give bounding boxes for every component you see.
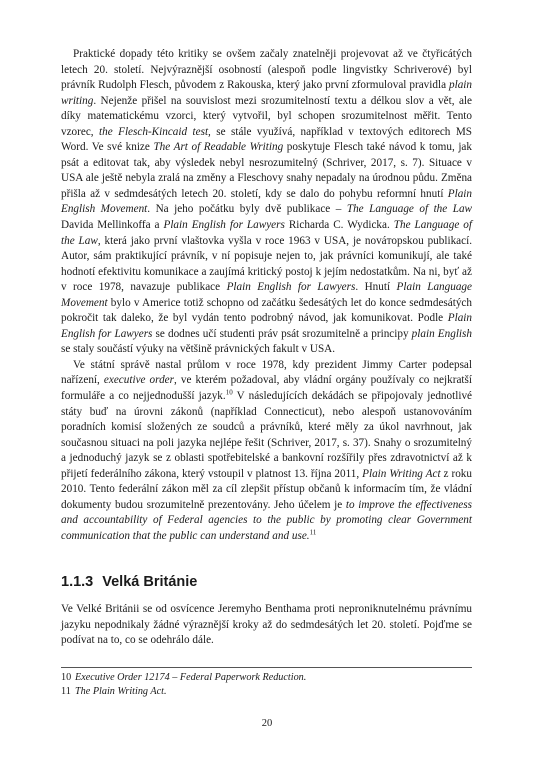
text-run: se staly součástí výuky na většině právnických fakult v USA. [61,343,336,356]
text-run: , ve kterém požadoval, aby vládní orgány používaly co nejkratší formuláře a co nejjednodušší jazyk. [61,374,472,403]
footnote-text: Executive Order 12174 – Federal Paperwork Reduction. [75,672,307,683]
italic-run: The Language of the Law [61,219,472,247]
text-run: z roku 2010. Tento federální zákon měl za cíl zlepšit přístup občanů k informacím tím, že vládní dokumenty budou srozumitelně prezentovány. Jeho účelem je [61,467,472,511]
text-run: Praktické dopady této kritiky se ovšem začaly znatelněji projevovat až ve čtyřicátých letech 20. století. Nejvýraznější osobností (alespoň podle lingvistky Schriverové) byl právník Rudolph Flesch, původem z Rakouska, který jako první zformuloval pravidla [61,48,472,92]
italic-run: plain English [411,327,472,340]
text-run: , která jako první vlaštovka vyšla v roce 1963 v USA, je nováторskou publikací. Autor, sám praktikující právník, v ní popisuje nejen to, jak právníci komunikují, ale také hodnotí efektivitu komunikace a zaujímá kritický postoj k jejím nedostatkům. Na ni, byť až v roce 1978, navazuje publikace [61,234,472,294]
footnote-divider [61,667,472,668]
italic-run: The Language of the Law [346,203,472,216]
paragraph-2 [61,358,472,545]
paragraph-3: Ve Velké Británii se od osvícence Jeremyho Benthama proti neproniknutelnému právnímu jazyku nepodnikaly žádné výraznější kroky až do sedmdesátých let 20. století. Pojďme se podívat na to, co se odehrálo dále. [61,603,472,647]
text-run: se dodnes učí studenti práv psát srozumitelně a principy [152,327,412,340]
footnotes [61,671,306,699]
italic-run: Plain English for Lawyers [226,281,356,294]
italic-run: to improve the effectiveness and accountability of Federal agencies to the public by promoting clear Government communication that the public can understand and use. [61,498,472,542]
footnote-number: 10 [61,672,72,683]
page-number: 20 [261,718,273,729]
body-text [61,47,472,545]
footnote-number: 11 [61,686,71,697]
section-heading [61,574,206,590]
italic-run: Plain English Movement [61,187,472,216]
italic-run: executive order [103,374,175,387]
text-run: V následujících dekádách se připojovaly jednotlivé státy buď na úrovni zákonů (například Connecticut), nebo alespoň ustanovováním poradních komisí složených ze soudců a právníků, které měly za úkol navrhnout, jak současnou situaci na poli jazyka nejlépe řešit (Schriver, 2017, s. 37). Snahy o srozumitelný a jednoduchý jazyk se z oblasti spotřebitelské a bankovní rozšířily přes zdravotnictví až k přijetí federálního zákona, který vstoupil v platnost 13. října 2011, [61,390,473,480]
text-run: Richarda C. Wydicka. [284,219,394,232]
text-run: . Hnutí [355,281,397,294]
footnote-ref: 10 [225,388,233,397]
text-run: . Na jeho počátku byly dvě publikace – [147,203,347,216]
text-run: . Nejenže přišel na souvislost mezi srozumitelností textu a délkou slov a vět, ale díky matematickému vzorci, který vytvořil, byl schopen srozumitelnost měřit. Tento vzorec, [61,94,472,138]
italic-run: plain writing [61,79,472,107]
footnote-text: The Plain Writing Act. [75,686,167,697]
text-run: poskytuje Flesch také návod k tomu, jak psát a editovat tak, aby výsledek nebyl nesrozumitelný (Schriver, 2017, s. 7). Situace v USA ale ještě nebyla zralá na změny a Fleschovy snahy nepadaly na úrodnou půdu. Změna přišla až v sedmdesátých letech 20. století, kdy se dalo do pohybu reformní hnutí [61,141,472,200]
footnote-10 [61,671,306,685]
text-run: Ve státní správě nastal průlom v roce 1978, kdy prezident Jimmy Carter podepsal nařízení, [61,358,472,387]
section-number: 1.1.3 [61,574,94,590]
text-run: Davida Mellinkoffa a [61,219,164,232]
section-title: Velká Británie [102,574,198,590]
italic-run: The Art of Readable Writing [153,141,284,154]
italic-run: the Flesch-Kincaid test, [99,125,211,138]
italic-run: Plain English for Lawyers [163,219,285,232]
text-run: se stále využívá, například v textových editorech MS Word. Ve své knize [61,125,472,154]
text-run: bylo v Americe totiž schopno od začátku šedesátých let do konce sedmdesátých pokročit tak daleko, že byl vydán tento podrobný návod, jak komunikovat. Podle [61,296,472,325]
footnote-11 [61,685,306,699]
italic-run: Plain Writing Act [362,467,441,480]
footnote-ref: 11 [309,528,317,537]
section-body [61,602,472,649]
italic-run: Plain English for Lawyers [61,312,472,340]
italic-run: Plain Language Movement [61,281,472,309]
paragraph-1 [61,47,472,358]
